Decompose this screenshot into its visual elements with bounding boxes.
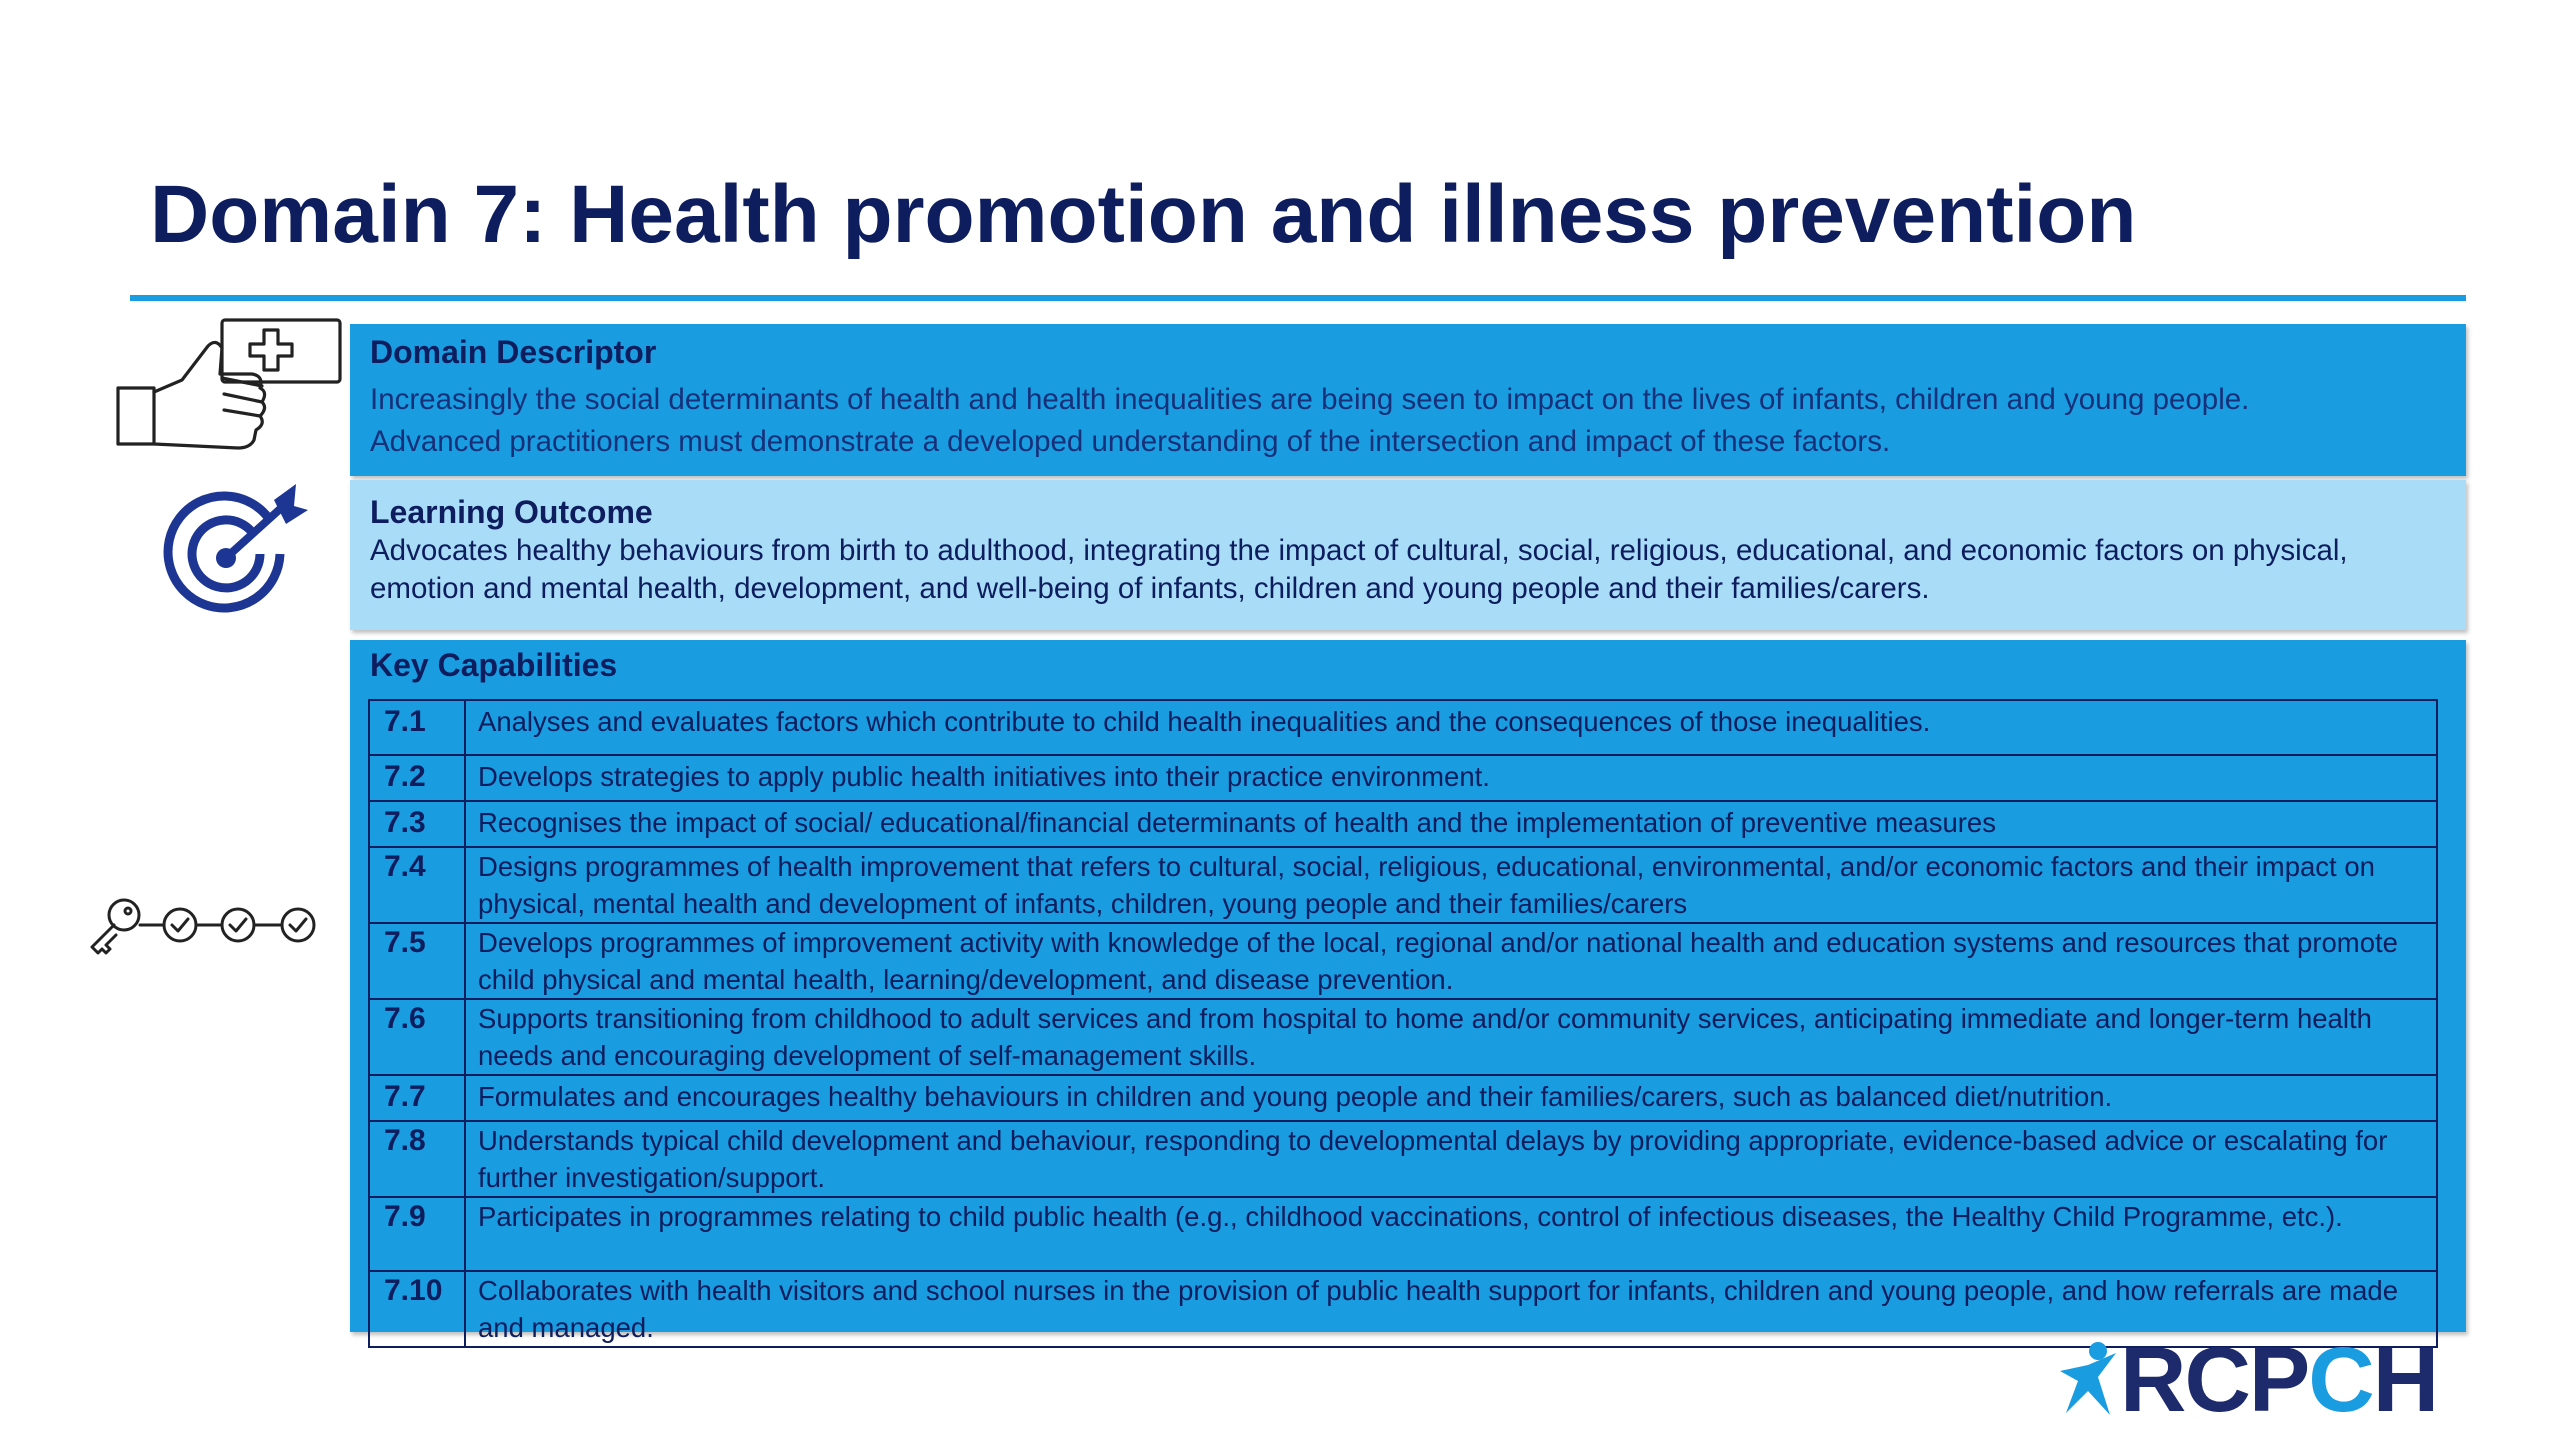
thumbs-up-first-aid-icon — [112, 316, 348, 456]
capability-text: Understands typical child development and behaviour, responding to developmental delays by providing appropriate, evidence-based advice or escalating for further investigation/support. — [465, 1121, 2437, 1197]
domain-descriptor-line-1: Increasingly the social determinants of health and health inequalities are being seen to impact on the lives of infants, children and young people. — [370, 383, 2250, 416]
capability-number: 7.6 — [369, 999, 465, 1075]
capabilities-table — [368, 699, 2438, 1348]
capability-number: 7.5 — [369, 923, 465, 999]
target-arrow-icon — [162, 480, 312, 620]
domain-descriptor-text — [370, 379, 2446, 463]
table-row — [369, 801, 2437, 847]
capability-number: 7.10 — [369, 1271, 465, 1347]
key-capabilities-panel — [350, 640, 2466, 1343]
key-capabilities-heading: Key Capabilities — [370, 647, 618, 683]
table-row — [369, 999, 2437, 1075]
capability-number: 7.2 — [369, 755, 465, 801]
table-row — [369, 755, 2437, 801]
capability-text: Analyses and evaluates factors which contribute to child health inequalities and the consequences of those inequalities. — [465, 700, 2437, 755]
domain-descriptor-heading: Domain Descriptor — [370, 334, 657, 370]
rcpch-logo-text — [2120, 1329, 2438, 1431]
capability-number: 7.9 — [369, 1197, 465, 1271]
table-row — [369, 1121, 2437, 1197]
learning-outcome-panel — [350, 480, 2466, 630]
rcpch-logo-text-c: C — [2308, 1329, 2373, 1431]
rcpch-star-icon — [2058, 1341, 2120, 1419]
capability-text: Recognises the impact of social/ educational/financial determinants of health and the implementation of preventive measures — [465, 801, 2437, 847]
domain-descriptor-panel — [350, 324, 2466, 476]
capability-text: Participates in programmes relating to child public health (e.g., childhood vaccinations, control of infectious diseases, the Healthy Child Programme, etc.). — [465, 1197, 2437, 1271]
capability-number: 7.1 — [369, 700, 465, 755]
table-row — [369, 1075, 2437, 1121]
capability-text: Supports transitioning from childhood to adult services and from hospital to home and/or community services, anticipating immediate and longer-term health needs and encouraging development of self-management skills. — [465, 999, 2437, 1075]
learning-outcome-text: Advocates healthy behaviours from birth to adulthood, integrating the impact of cultural, social, religious, educational, and economic factors on physical, emotion and mental health, development, and well-being of infants, children and young people and their families/carers. — [370, 534, 2348, 605]
table-row — [369, 1197, 2437, 1271]
rcpch-logo-text-a: RCP — [2120, 1329, 2309, 1431]
capability-text: Develops strategies to apply public health initiatives into their practice environment. — [465, 755, 2437, 801]
key-checklist-icon — [86, 895, 332, 957]
capability-number: 7.8 — [369, 1121, 465, 1197]
learning-outcome-heading: Learning Outcome — [370, 494, 653, 530]
title-divider — [130, 295, 2466, 301]
capability-text: Designs programmes of health improvement that refers to cultural, social, religious, educational, environmental, and/or economic factors and their impact on physical, mental health and development of infants, children, young people and their families/carers — [465, 847, 2437, 923]
capability-text: Collaborates with health visitors and school nurses in the provision of public health support for infants, children and young people, and how referrals are made and managed. — [465, 1271, 2437, 1347]
table-row — [369, 847, 2437, 923]
capability-number: 7.4 — [369, 847, 465, 923]
capability-text: Formulates and encourages healthy behaviours in children and young people and their families/carers, such as balanced diet/nutrition. — [465, 1075, 2437, 1121]
table-row — [369, 700, 2437, 755]
page-title: Domain 7: Health promotion and illness prevention — [150, 169, 2137, 260]
capability-number: 7.7 — [369, 1075, 465, 1121]
domain-descriptor-line-2: Advanced practitioners must demonstrate a developed understanding of the intersection and impact of these factors. — [370, 425, 1891, 458]
capability-number: 7.3 — [369, 801, 465, 847]
capability-text: Develops programmes of improvement activity with knowledge of the local, regional and/or national health and education systems and resources that promote child physical and mental health, learning/development, and disease prevention. — [465, 923, 2437, 999]
table-row — [369, 923, 2437, 999]
rcpch-logo-text-b: H — [2372, 1329, 2438, 1431]
rcpch-logo — [2058, 1329, 2438, 1431]
